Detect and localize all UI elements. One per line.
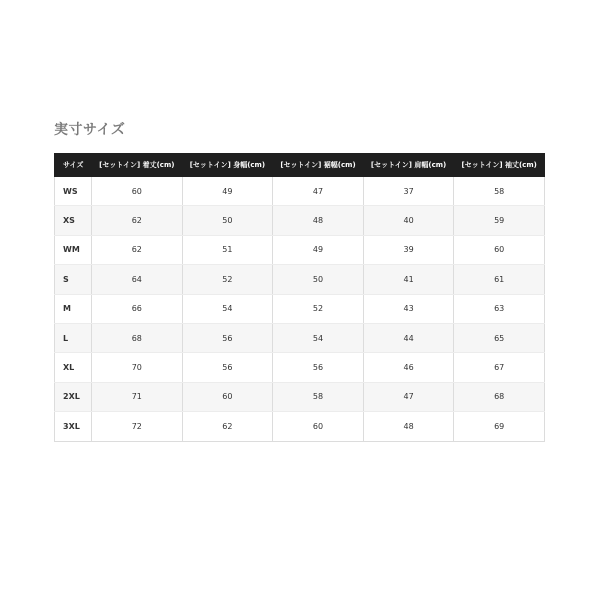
cell-sleeve-length: 61 — [454, 265, 545, 294]
cell-size: XS — [55, 206, 92, 235]
cell-size: M — [55, 294, 92, 323]
cell-shoulder-width: 40 — [363, 206, 454, 235]
size-table — [54, 153, 545, 442]
cell-hem-width: 56 — [273, 353, 364, 382]
cell-body-width: 52 — [182, 265, 273, 294]
table-row — [55, 323, 545, 352]
cell-shoulder-width: 37 — [363, 177, 454, 206]
cell-shoulder-width: 48 — [363, 412, 454, 441]
cell-length: 68 — [92, 323, 183, 352]
cell-body-width: 51 — [182, 235, 273, 264]
table-row — [55, 177, 545, 206]
header-hem-width: [セットイン] 裾幅(cm) — [273, 153, 364, 177]
cell-body-width: 56 — [182, 323, 273, 352]
cell-hem-width: 58 — [273, 382, 364, 411]
cell-shoulder-width: 43 — [363, 294, 454, 323]
cell-sleeve-length: 67 — [454, 353, 545, 382]
table-row — [55, 294, 545, 323]
header-body-width: [セットイン] 身幅(cm) — [182, 153, 273, 177]
cell-shoulder-width: 39 — [363, 235, 454, 264]
cell-hem-width: 49 — [273, 235, 364, 264]
cell-body-width: 54 — [182, 294, 273, 323]
cell-body-width: 50 — [182, 206, 273, 235]
cell-length: 64 — [92, 265, 183, 294]
cell-hem-width: 60 — [273, 412, 364, 441]
cell-sleeve-length: 69 — [454, 412, 545, 441]
table-row — [55, 235, 545, 264]
header-length: [セットイン] 着丈(cm) — [92, 153, 183, 177]
cell-body-width: 56 — [182, 353, 273, 382]
cell-size: 2XL — [55, 382, 92, 411]
header-size: サイズ — [55, 153, 92, 177]
cell-shoulder-width: 46 — [363, 353, 454, 382]
table-row — [55, 206, 545, 235]
cell-hem-width: 54 — [273, 323, 364, 352]
cell-body-width: 49 — [182, 177, 273, 206]
cell-length: 72 — [92, 412, 183, 441]
cell-sleeve-length: 60 — [454, 235, 545, 264]
table-row — [55, 265, 545, 294]
cell-hem-width: 47 — [273, 177, 364, 206]
header-shoulder-width: [セットイン] 肩幅(cm) — [363, 153, 454, 177]
cell-hem-width: 50 — [273, 265, 364, 294]
table-row — [55, 382, 545, 411]
cell-size: XL — [55, 353, 92, 382]
cell-length: 62 — [92, 235, 183, 264]
cell-hem-width: 48 — [273, 206, 364, 235]
cell-length: 66 — [92, 294, 183, 323]
header-sleeve-length: [セットイン] 袖丈(cm) — [454, 153, 545, 177]
cell-size: WM — [55, 235, 92, 264]
cell-sleeve-length: 59 — [454, 206, 545, 235]
cell-length: 71 — [92, 382, 183, 411]
cell-hem-width: 52 — [273, 294, 364, 323]
cell-sleeve-length: 63 — [454, 294, 545, 323]
cell-body-width: 62 — [182, 412, 273, 441]
cell-size: S — [55, 265, 92, 294]
table-header-row — [55, 153, 545, 177]
cell-shoulder-width: 41 — [363, 265, 454, 294]
section-title: 実寸サイズ — [54, 122, 126, 138]
cell-length: 62 — [92, 206, 183, 235]
cell-sleeve-length: 58 — [454, 177, 545, 206]
table-row — [55, 412, 545, 441]
cell-size: WS — [55, 177, 92, 206]
cell-length: 60 — [92, 177, 183, 206]
table-row — [55, 353, 545, 382]
cell-shoulder-width: 44 — [363, 323, 454, 352]
cell-sleeve-length: 65 — [454, 323, 545, 352]
cell-size: L — [55, 323, 92, 352]
cell-shoulder-width: 47 — [363, 382, 454, 411]
cell-sleeve-length: 68 — [454, 382, 545, 411]
cell-length: 70 — [92, 353, 183, 382]
table-body — [55, 177, 545, 441]
cell-body-width: 60 — [182, 382, 273, 411]
cell-size: 3XL — [55, 412, 92, 441]
